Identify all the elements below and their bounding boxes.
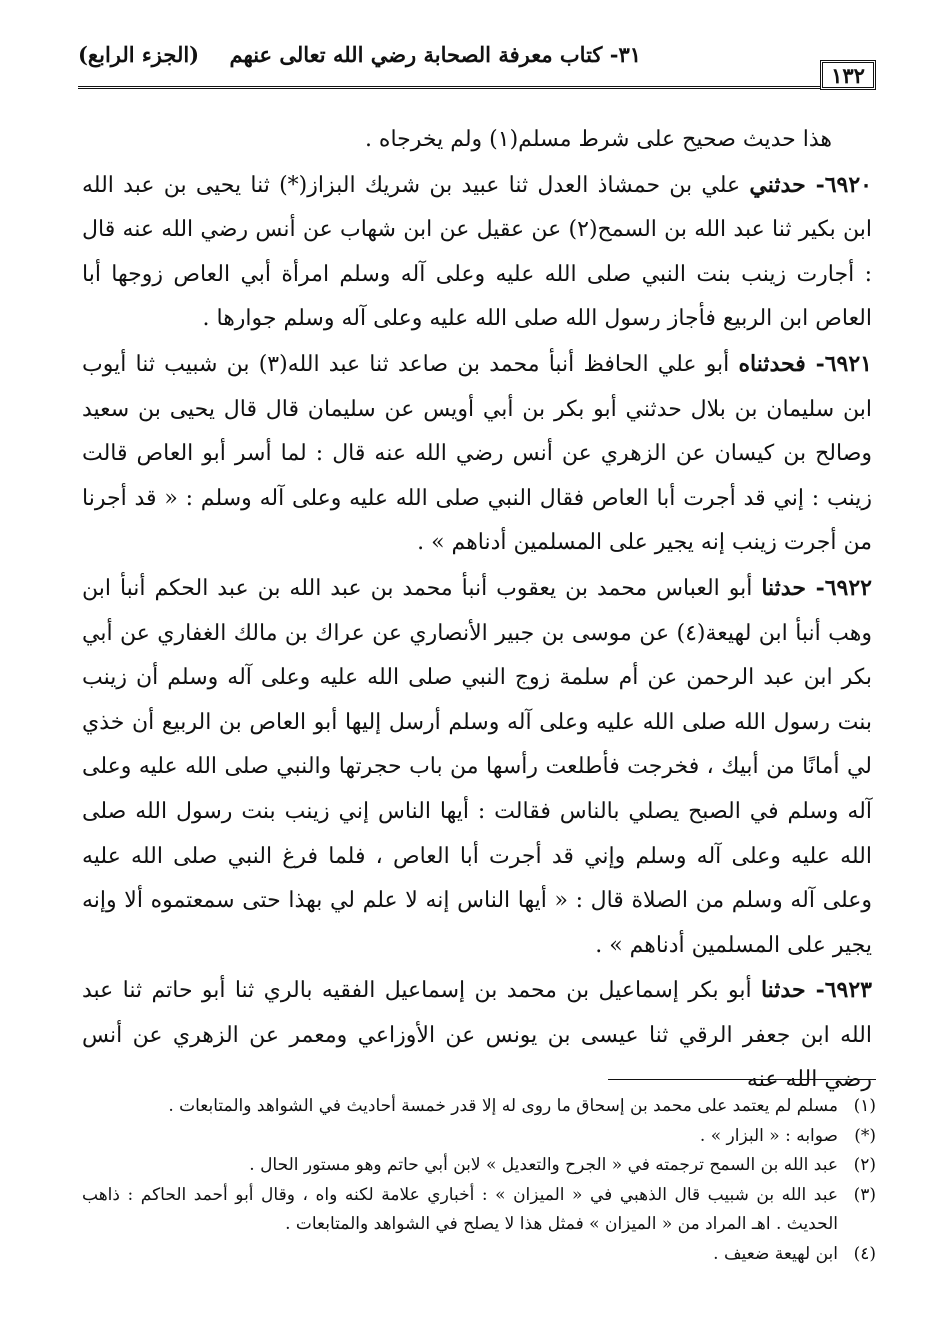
footnote (82, 1240, 876, 1270)
footnote (82, 1122, 876, 1152)
footnote (82, 1151, 876, 1181)
paragraph-text: أبو بكر إسماعيل بن محمد بن إسماعيل الفقيه بالري ثنا أبو حاتم ثنا عبد الله ابن جعفر الرقي ثنا عيسى بن يونس عن الأوزاعي ومعمر عن الزهري عن أنس رضي الله عنه (82, 978, 872, 1093)
hadith-lead: - فحدثناه (738, 350, 825, 377)
footnote-text: عبد الله بن شبيب قال الذهبي في « الميزان » : أخباري علامة لكنه واه ، وقال أبو أحمد الحاكم : ذاهب الحديث . اهـ المراد من « الميزان » فمثل هذا لا يصلح في الشواهد والمتابعات . (82, 1184, 838, 1234)
hadith-paragraph (82, 968, 872, 1103)
paragraph-text: أبو علي الحافظ أنبأ محمد بن صاعد ثنا عبد الله(٣) بن شبيب ثنا أيوب ابن سليمان بن بلال حدثني أبو بكر بن أبي أويس عن سليمان قال قال يحيى بن سعيد وصالح بن كيسان عن الزهري عن أنس رضي الله عنه قال : لما أسر أبو العاص قالت زينب : إني قد أجرت أبا العاص فقال النبي صلى الله عليه وعلى آله وسلم : « قد أجرنا من أجرت زينب إنه يجير على المسلمين أدناهم » . (82, 351, 872, 556)
footnote-mark: (٣) (853, 1184, 876, 1205)
main-text (82, 118, 872, 1103)
footnote-mark: (٤) (853, 1243, 876, 1264)
footnote-text: ابن لهيعة ضعيف . (713, 1243, 838, 1264)
hadith-paragraph (82, 566, 872, 968)
paragraph (82, 118, 872, 163)
footnote-mark: (١) (853, 1096, 876, 1116)
footnote-text: مسلم لم يعتمد على محمد بن إسحاق ما روى له إلا قدر خمسة أحاديث في الشواهد والمتابعات . (168, 1096, 838, 1116)
hadith-paragraph (82, 342, 872, 566)
hadith-lead: - حدثنا (760, 977, 825, 1004)
hadith-number: ٦٩٢٠ (824, 171, 872, 198)
page-number: ١٣٢ (820, 60, 876, 90)
paragraph-text: علي بن حمشاذ العدل ثنا عبيد بن شريك البزاز(*) ثنا يحيى بن عبد الله ابن بكير ثنا عبد الله بن السمح(٢) عن عقيل عن ابن شهاب عن أنس رضي الله عنه قال : أجارت زينب بنت النبي صلى الله عليه وعلى آله وسلم امرأة أبي العاص زوجها أبا العاص ابن الربيع فأجاز رسول الله صلى الله عليه وعلى آله وسلم جوارها . (82, 172, 872, 332)
footnote (82, 1181, 876, 1240)
paragraph-text: هذا حديث صحيح على شرط مسلم(١) ولم يخرجاه . (364, 127, 832, 152)
hadith-number: ٦٩٢٢ (824, 574, 872, 601)
header-rule (78, 86, 820, 89)
hadith-lead: - حدثني (749, 171, 825, 198)
running-title: ٣١- كتاب معرفة الصحابة رضي الله تعالى عنهم (229, 42, 641, 67)
volume-label: (الجزء الرابع) (78, 42, 200, 67)
paragraph-text: أبو العباس محمد بن يعقوب أنبأ محمد بن عبد الله بن عبد الحكم أنبأ ابن وهب أنبأ ابن لهيعة(٤) عن موسى بن جبير الأنصاري عن عراك بن مالك الغفاري عن أبي بكر ابن عبد الرحمن عن أم سلمة زوج النبي صلى الله عليه وعلى آله وسلم أن زينب بنت رسول الله صلى الله عليه وعلى آله وسلم أرسل إليها أبو العاص بن الربيع أن خذي لي أمانًا من أبيك ، فخرجت فأطلعت رأسها من باب حجرتها والنبي صلى الله عليه وعلى آله وسلم في الصبح يصلي بالناس فقالت : أيها الناس إني زينب بنت رسول الله صلى الله عليه وعلى آله وسلم وإني قد أجرت أبا العاص ، فلما فرغ النبي صلى الله عليه وعلى آله وسلم من الصلاة قال : « أيها الناس إنه لا علم لي بهذا حتى سمعتموه ألا وإنه يجير على المسلمين أدناهم » . (82, 575, 873, 958)
footnotes (82, 1092, 876, 1269)
hadith-lead: - حدثنا (761, 574, 825, 601)
footnote-text: صوابه : « البزار » . (699, 1125, 838, 1146)
footnote-rule (608, 1079, 876, 1080)
page-header (78, 40, 876, 88)
footnote (82, 1092, 876, 1122)
footnote-mark: (*) (854, 1125, 876, 1146)
footnote-text: عبد الله بن السمح ترجمته في « الجرح والتعديل » لابن أبي حاتم وهو مستور الحال . (249, 1155, 838, 1175)
hadith-paragraph (82, 163, 872, 342)
hadith-number: ٦٩٢٣ (824, 977, 872, 1004)
hadith-number: ٦٩٢١ (824, 350, 872, 377)
footnote-mark: (٢) (853, 1155, 876, 1175)
